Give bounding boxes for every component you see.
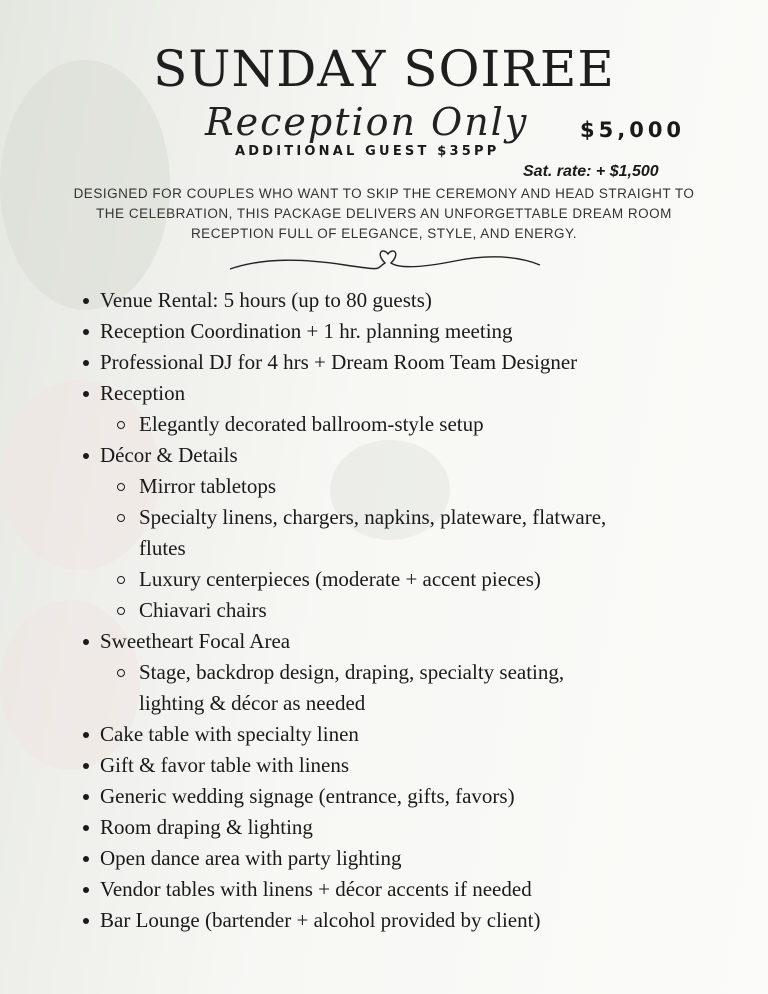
list-item: Gift & favor table with linens bbox=[0, 750, 700, 781]
list-item: Décor & Details bbox=[0, 440, 700, 471]
list-item: Cake table with specialty linen bbox=[0, 719, 700, 750]
list-item-continuation: lighting & décor as needed bbox=[139, 691, 366, 715]
sub-list-item: Specialty linens, chargers, napkins, plateware, flatware, bbox=[0, 502, 700, 533]
package-subtitle: Reception Only bbox=[205, 100, 529, 144]
list-item-continuation: flutes bbox=[139, 536, 186, 560]
package-title: SUNDAY SOIREE bbox=[153, 40, 615, 98]
inclusions-list bbox=[0, 285, 700, 936]
saturday-rate: Sat. rate: + $1,500 bbox=[523, 163, 659, 180]
list-item: Room draping & lighting bbox=[0, 812, 700, 843]
package-price: $5,000 bbox=[580, 118, 686, 142]
sub-list-item: Luxury centerpieces (moderate + accent pieces) bbox=[0, 564, 700, 595]
list-item: Sweetheart Focal Area bbox=[0, 626, 700, 657]
additional-guest-price: ADDITIONAL GUEST $35PP bbox=[235, 144, 500, 159]
package-description: DESIGNED FOR COUPLES WHO WANT TO SKIP THE CEREMONY AND HEAD STRAIGHT TO THE CELEBRATION, THIS PACKAGE DELIVERS AN UNFORGETTABLE DREAM ROOM RECEPTION FULL OF ELEGANCE, STYLE, AND ENERGY. bbox=[73, 186, 695, 241]
sub-list-item: Mirror tabletops bbox=[0, 471, 700, 502]
sub-list-item: Chiavari chairs bbox=[0, 595, 700, 626]
list-item: Professional DJ for 4 hrs + Dream Room Team Designer bbox=[0, 347, 700, 378]
list-item: Reception bbox=[0, 378, 700, 409]
list-item: Open dance area with party lighting bbox=[0, 843, 700, 874]
list-item: Vendor tables with linens + décor accents if needed bbox=[0, 874, 700, 905]
list-item: Generic wedding signage (entrance, gifts, favors) bbox=[0, 781, 700, 812]
sub-list-item: Elegantly decorated ballroom-style setup bbox=[0, 409, 700, 440]
heart-flourish-divider bbox=[225, 245, 545, 275]
list-item: Venue Rental: 5 hours (up to 80 guests) bbox=[0, 285, 700, 316]
sub-list-item: Stage, backdrop design, draping, specialty seating, bbox=[0, 657, 700, 688]
list-item: Reception Coordination + 1 hr. planning meeting bbox=[0, 316, 700, 347]
list-item: Bar Lounge (bartender + alcohol provided by client) bbox=[0, 905, 700, 936]
